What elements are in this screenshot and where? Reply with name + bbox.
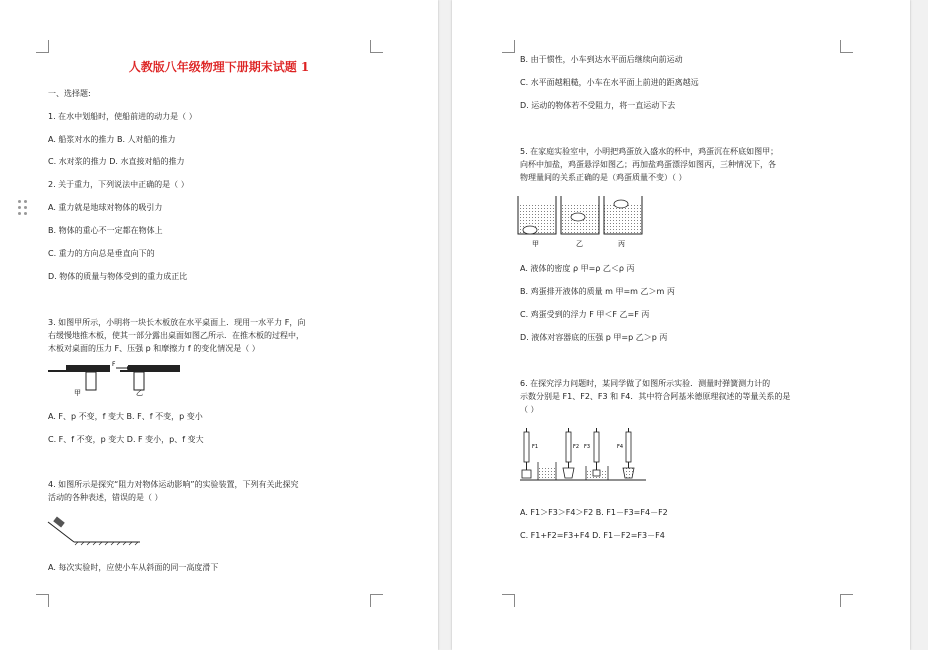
question-5-option-c: C. 鸡蛋受到的浮力 F 甲＜F 乙=F 丙 [520,310,650,319]
question-4-line-2: 活动的各种表述，错误的是（ ） [48,493,163,502]
crop-mark [840,594,853,607]
question-6-line-1: 6. 在探究浮力问题时，某同学做了如图所示实验．测量时弹簧测力计的 [520,379,771,388]
force-label-f1: F1 [532,444,539,450]
force-label: F [112,361,116,368]
beaker-bing [604,196,642,234]
question-6-line-2: 示数分别是 F1、F2、F3 和 F4．其中符合阿基米德原理叙述的等量关系的是 [520,392,791,401]
crop-mark [840,40,853,53]
document-page-right [452,0,910,650]
question-4-option-c: C. 水平面越粗糙，小车在水平面上前进的距离越远 [520,78,699,87]
question-2-option-a: A. 重力就是地球对物体的吸引力 [48,203,163,212]
crop-mark [502,40,515,53]
question-5-option-d: D. 液体对容器底的压强 p 甲=p 乙＞p 丙 [520,333,668,342]
figure-label-yi: 乙 [576,240,583,248]
crop-mark [36,594,49,607]
egg-beakers-figure [516,192,646,250]
force-label-f3: F3 [584,444,591,450]
question-5-line-1: 5. 在家庭实验室中，小明把鸡蛋放入盛水的杯中，鸡蛋沉在杯底如图甲； [520,147,779,156]
section-heading: 一、选择题: [48,89,91,98]
question-4-option-a: A. 每次实验时，应使小车从斜面的同一高度滑下 [48,563,219,572]
question-3-line-3: 木板对桌面的压力 F、压强 p 和摩擦力 f 的变化情况是（ ） [48,344,260,353]
spring-scale-f1 [522,428,538,478]
question-5-option-a: A. 液体的密度 ρ 甲=ρ 乙＜ρ 丙 [520,264,635,273]
crop-mark [370,40,383,53]
question-1-options-cd: C. 水对浆的推力 D. 水直接对船的推力 [48,157,185,166]
spring-scale-f3 [584,428,608,480]
vertical-scrollbar[interactable] [914,0,928,650]
crop-mark [502,594,515,607]
spring-scale-f2 [563,428,579,478]
question-6-line-3: （ ） [520,405,539,414]
question-6-options-ab: A. F1＞F3＞F4＞F2 B. F1－F3=F4－F2 [520,508,668,517]
figure-label-yi: 乙 [136,389,143,397]
document-title: 人教版八年级物理下册期末试题 1 [128,60,310,74]
spring-scale-f4 [617,428,634,478]
question-3-line-2: 右缓慢地推木板，使其一部分露出桌面如图乙所示．在推木板的过程中， [48,331,304,340]
question-5-line-3: 物理量间的关系正确的是（鸡蛋质量不变）（ ） [520,173,687,182]
beaker-jia [518,196,556,234]
crop-mark [370,594,383,607]
beaker-yi [561,196,599,234]
question-4-line-1: 4. 如图所示是探究“阻力对物体运动影响”的实验装置，下列有关此探究 [48,480,299,489]
figure-label-jia: 甲 [74,389,81,397]
force-label-f4: F4 [617,444,624,450]
question-1-stem: 1. 在水中划船时，使船前进的动力是（ ） [48,112,197,121]
question-3-options-cd: C. F、f 不变，p 变大 D. F 变小，p、f 变大 [48,435,204,444]
board-push-figure [48,362,188,398]
question-2-stem: 2. 关于重力，下列说法中正确的是（ ） [48,180,189,189]
spring-scale-figure [520,428,650,484]
question-3-options-ab: A. F、p 不变，f 变大 B. F、f 不变，p 变小 [48,412,203,421]
crop-mark [36,40,49,53]
question-3-line-1: 3. 如图甲所示，小明将一块长木板放在水平桌面上．现用一水平力 F，向 [48,318,306,327]
question-1-options-ab: A. 船浆对水的推力 B. 人对船的推力 [48,135,176,144]
question-2-option-c: C. 重力的方向总是垂直向下的 [48,249,155,258]
document-page-left [0,0,438,650]
incline-cart-figure [48,516,148,546]
drag-handle-icon[interactable] [18,200,28,216]
question-2-option-b: B. 物体的重心不一定都在物体上 [48,226,163,235]
question-4-option-b: B. 由于惯性，小车到达水平面后继续向前运动 [520,55,683,64]
question-2-option-d: D. 物体的质量与物体受到的重力成正比 [48,272,188,281]
force-label-f2: F2 [573,444,580,450]
figure-label-jia: 甲 [532,240,539,248]
question-5-line-2: 向杯中加盐，鸡蛋悬浮如图乙；再加盐鸡蛋漂浮如图丙，三种情况下，各 [520,160,776,169]
question-4-option-d: D. 运动的物体若不受阻力，将一直运动下去 [520,101,676,110]
overflow-cup [538,462,556,480]
figure-label-bing: 丙 [618,240,625,248]
question-5-option-b: B. 鸡蛋排开液体的质量 m 甲=m 乙＞m 丙 [520,287,675,296]
question-6-options-cd: C. F1+F2=F3+F4 D. F1－F2=F3－F4 [520,531,665,540]
